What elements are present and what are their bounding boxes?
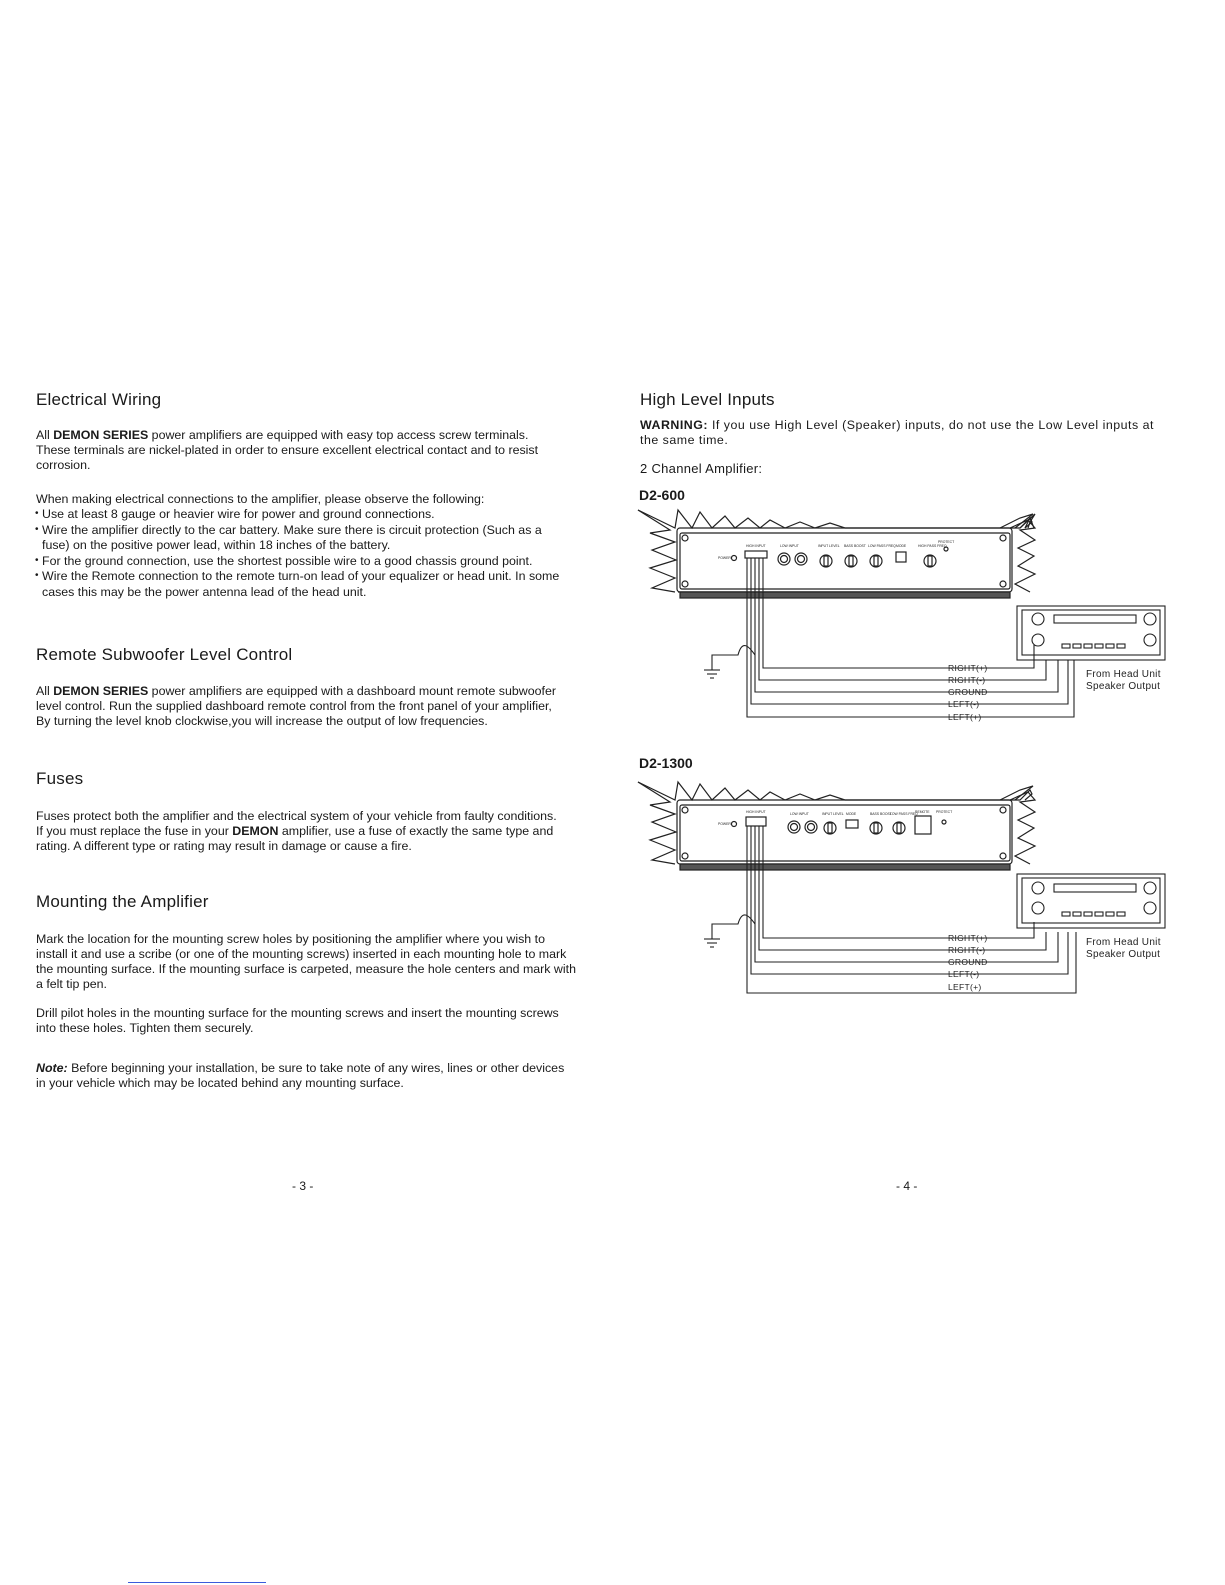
warning-label: WARNING: xyxy=(640,418,709,432)
page-number-4: - 4 - xyxy=(896,1179,918,1193)
label-low-pass: LOW PASS FREQ xyxy=(890,812,918,816)
note-label: Note: xyxy=(36,1061,68,1075)
mounting-paragraph-2: Drill pilot holes in the mounting surface for the mounting screws and insert the mounting screws into these holes. Tighten them securely. xyxy=(36,1006,559,1035)
label-input-level: INPUT LEVEL xyxy=(822,812,844,816)
wiring-diagram-d2-1300 xyxy=(630,772,1190,1002)
model-d2-1300: D2-1300 xyxy=(639,755,693,771)
brand-name: DEMON SERIES xyxy=(53,684,149,698)
fuses-paragraph: Fuses protect both the amplifier and the electrical system of your vehicle from faulty conditions. If you must replace the fuse in your DEMON amplifier, use a fuse of exactly the same type and rating. A different type or rating may result in damage or cause a fire. xyxy=(36,809,557,853)
heatsink-fins-left xyxy=(638,510,676,592)
heading-electrical-wiring: Electrical Wiring xyxy=(36,390,162,409)
heatsink-fins-right-side xyxy=(1010,792,1035,864)
link-underline xyxy=(128,1582,266,1583)
label-low-input: LOW INPUT xyxy=(790,812,809,816)
wire-label-left-plus: LEFT(+) xyxy=(948,982,982,992)
label-high-pass: HIGH PASS FREQ xyxy=(918,544,947,548)
electrical-wiring-paragraph: All DEMON SERIES power amplifiers are equipped with easy top access screw terminals. These terminals are nickel-plated in order to ensure excellent electrical contact and to resist corrosion. xyxy=(36,428,539,472)
electrical-intro: When making electrical connections to the amplifier, please observe the following: xyxy=(36,492,485,506)
bullet-item: • For the ground connection, use the shortest possible wire to a good chassis ground point. xyxy=(36,554,572,570)
panel-labels-d2-600 xyxy=(718,540,954,560)
electrical-bullet-list xyxy=(36,507,581,600)
page-number-3: - 3 - xyxy=(292,1179,314,1193)
label-mode: MODE xyxy=(846,812,857,816)
head-unit-label-1: From Head Unit xyxy=(1086,669,1161,680)
subheading-2-channel: 2 Channel Amplifier: xyxy=(640,461,763,476)
heading-remote-subwoofer: Remote Subwoofer Level Control xyxy=(36,645,293,664)
wire-label-right-minus: RIGHT(-) xyxy=(948,675,986,685)
panel-labels-d2-1300 xyxy=(718,810,952,826)
wire-label-ground: GROUND xyxy=(948,687,988,697)
bullet-item: • Wire the Remote connection to the remote turn-on lead of your equalizer or head unit. In some cases this may be the power antenna lead of the head unit. xyxy=(36,569,581,600)
brand-name: DEMON xyxy=(232,824,279,838)
model-d2-600: D2-600 xyxy=(639,487,685,503)
warning-paragraph: WARNING: If you use High Level (Speaker) inputs, do not use the Low Level inputs at the same time. xyxy=(640,418,1154,447)
label-high-input: HIGH INPUT xyxy=(746,810,766,814)
heatsink-fins-top xyxy=(638,782,1032,800)
label-bass-boost: BASS BOOST xyxy=(844,544,866,548)
head-unit-label-1: From Head Unit xyxy=(1086,937,1161,948)
note-paragraph: Note: Before beginning your installation, be sure to take note of any wires, lines or other devices in your vehicle which may be located behind any mounting surface. xyxy=(36,1061,565,1090)
wire-label-right-minus: RIGHT(-) xyxy=(948,945,986,955)
label-protect: PROTECT xyxy=(938,540,955,544)
remote-sub-paragraph: All DEMON SERIES power amplifiers are equipped with a dashboard mount remote subwoofer level control. Run the supplied dashboard remote control from the front panel of your amplifier, By turning the level knob clockwise,you will increase the output of low frequencies. xyxy=(36,684,556,728)
label-protect: PROTECT xyxy=(936,810,953,814)
bullet-item: • Use at least 8 gauge or heavier wire for power and ground connections. xyxy=(36,507,581,523)
bullet-item: • Wire the amplifier directly to the car battery. Make sure there is circuit protection (Such as a fuse) on the positive power lead, within 18 inches of the battery. xyxy=(36,523,557,554)
brand-name: DEMON SERIES xyxy=(53,428,149,442)
mounting-paragraph-1: Mark the location for the mounting screw holes by positioning the amplifier where you wish to install it and use a scribe (or one of the mounting screws) inserted in each mounting hole to mark the mounting surface. If the mounting surface is carpeted, measure the hole centers and mark with a felt tip pen. xyxy=(36,932,576,991)
label-high-input: HIGH INPUT xyxy=(746,544,766,548)
head-unit-label-2: Speaker Output xyxy=(1086,949,1161,960)
head-unit-d2-600 xyxy=(1017,606,1165,660)
label-low-pass: LOW PASS FREQ xyxy=(868,544,896,548)
label-mode: MODE xyxy=(896,544,907,548)
label-remote: REMOTE xyxy=(915,810,930,814)
amp-body xyxy=(677,800,1012,864)
wire-label-left-minus: LEFT(-) xyxy=(948,699,980,709)
heatsink-fins-right-side xyxy=(1010,520,1035,592)
label-power: POWER xyxy=(718,556,731,560)
wire-label-right-plus: RIGHT(+) xyxy=(948,663,988,673)
head-unit-label-2: Speaker Output xyxy=(1086,681,1161,692)
wire-label-right-plus: RIGHT(+) xyxy=(948,933,988,943)
heading-mounting: Mounting the Amplifier xyxy=(36,892,209,911)
label-power: POWER xyxy=(718,822,731,826)
label-input-level: INPUT LEVEL xyxy=(818,544,840,548)
wire-label-left-minus: LEFT(-) xyxy=(948,969,980,979)
label-low-input: LOW INPUT xyxy=(780,544,799,548)
heading-fuses: Fuses xyxy=(36,769,84,788)
head-unit-d2-1300 xyxy=(1017,874,1165,928)
wiring-diagram-d2-600 xyxy=(630,500,1190,735)
heatsink-fins-top xyxy=(638,510,1032,528)
heading-high-level-inputs: High Level Inputs xyxy=(640,390,775,409)
heatsink-fins-left xyxy=(638,782,676,864)
wire-label-left-plus: LEFT(+) xyxy=(948,712,982,722)
wire-label-ground: GROUND xyxy=(948,957,988,967)
wires-d2-1300 xyxy=(704,826,1076,993)
label-bass-boost: BASS BOOST xyxy=(870,812,892,816)
